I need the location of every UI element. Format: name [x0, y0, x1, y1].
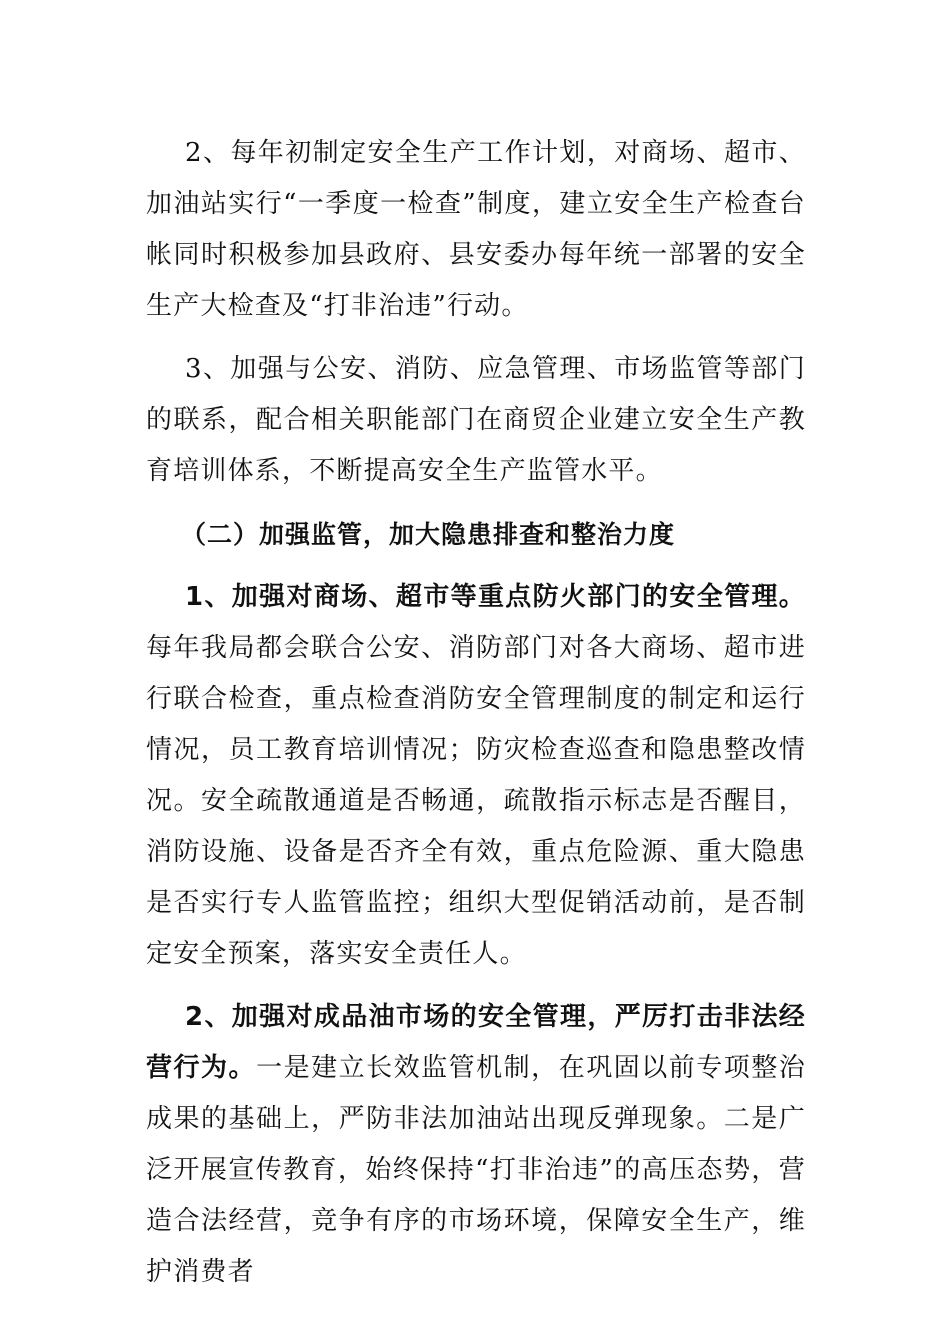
paragraph-lead-heading: 2、加强对成品油市场的安全管理，严厉打击非法经营行为。 [146, 1002, 806, 1083]
paragraph-department-liaison: 3、加强与公安、消防、应急管理、市场监管等部门的联系，配合相关职能部门在商贸企业建立安全生产教育培训体系，不断提高安全生产监管水平。 [146, 354, 806, 486]
paragraph-oil-market-safety [146, 992, 806, 1298]
paragraph-lead-heading: 1、加强对商场、超市等重点防火部门的安全管理。 [185, 582, 806, 612]
paragraph-mall-fire-safety [146, 572, 806, 980]
paragraph-body-text: 每年我局都会联合公安、消防部门对各大商场、超市进行联合检查，重点检查消防安全管理制度的制定和运行情况，员工教育培训情况；防灾检查巡查和隐患整改情况。安全疏散通道是否畅通，疏散指示标志是否醒目，消防设施、设备是否齐全有效，重点危险源、重大隐患是否实行专人监管监控；组织大型促销活动前，是否制定安全预案，落实安全责任人。 [146, 633, 806, 969]
document-page [146, 128, 806, 1298]
paragraph-annual-plan: 2、每年初制定安全生产工作计划，对商场、超市、加油站实行“一季度一检查”制度，建立安全生产检查台帐同时积极参加县政府、县安委办每年统一部署的安全生产大检查及“打非治违”行动。 [146, 138, 806, 321]
section-heading: （二）加强监管，加大隐患排查和整治力度 [181, 520, 676, 549]
paragraph-body-text: 一是建立长效监管机制，在巩固以前专项整治成果的基础上，严防非法加油站出现反弹现象。二是广泛开展宣传教育，始终保持“打非治违”的高压态势，营造合法经营，竞争有序的市场环境，保障安全生产，维护消费者 [146, 1053, 806, 1287]
